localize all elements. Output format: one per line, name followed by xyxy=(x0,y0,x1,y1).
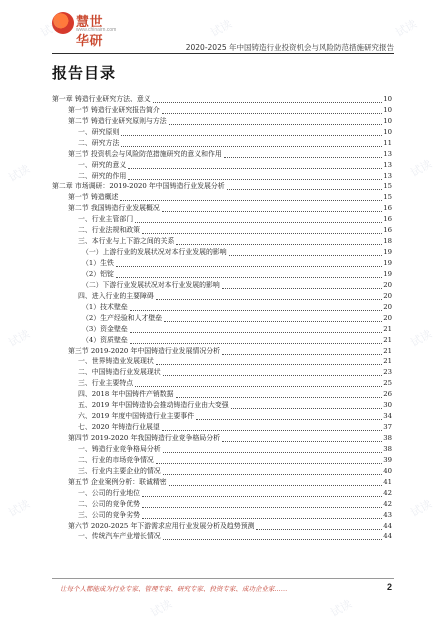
toc-entry-label: 一、研究原则 xyxy=(78,127,120,136)
toc-dot-leader xyxy=(142,496,382,497)
toc-entry[interactable] xyxy=(52,225,392,236)
toc-dot-leader xyxy=(121,146,382,147)
toc-entry[interactable] xyxy=(52,280,392,291)
toc-entry-label: 第三节 投资机会与风险防范措施研究的意义和作用 xyxy=(68,149,222,158)
toc-entry-page: 38 xyxy=(383,434,392,443)
toc-entry[interactable] xyxy=(52,291,392,302)
page-header xyxy=(0,0,440,64)
toc-entry-label: 三、本行业与上下游之间的关系 xyxy=(78,237,175,246)
toc-entry-label: 第四节 2019-2020 年我国铸造行业竞争格局分析 xyxy=(68,434,221,443)
page-title: 报告目录 xyxy=(52,64,117,82)
toc-entry[interactable] xyxy=(52,116,392,127)
toc-entry[interactable] xyxy=(52,105,392,116)
toc-entry[interactable] xyxy=(52,477,392,488)
toc-dot-leader xyxy=(121,135,382,136)
toc-entry-label: 二、研究的作用 xyxy=(78,171,127,180)
toc-entry[interactable] xyxy=(52,94,392,105)
toc-entry-label: （2）铝锭 xyxy=(82,269,114,278)
logo-url: www.chinairn.com xyxy=(76,27,117,33)
toc-entry-page: 10 xyxy=(383,116,392,125)
toc-dot-leader xyxy=(162,211,382,212)
toc-entry[interactable] xyxy=(52,236,392,247)
toc-dot-leader xyxy=(163,539,383,540)
toc-dot-leader xyxy=(142,518,382,519)
toc-entry-label: 第二节 铸造行业研究原则与方法 xyxy=(68,116,167,125)
toc-entry-page: 13 xyxy=(383,160,392,169)
toc-dot-leader xyxy=(224,157,382,158)
toc-entry-page: 30 xyxy=(383,401,392,410)
toc-dot-leader xyxy=(163,452,383,453)
header-divider xyxy=(52,53,394,54)
toc-entry-label: 一、公司的行业地位 xyxy=(78,488,141,497)
toc-dot-leader xyxy=(128,179,382,180)
watermark: 试读 xyxy=(408,497,435,520)
toc-entry-page: 26 xyxy=(383,390,392,399)
toc-dot-leader xyxy=(116,277,382,278)
toc-entry-page: 23 xyxy=(383,368,392,377)
toc-dot-leader xyxy=(256,529,382,530)
toc-dot-leader xyxy=(162,430,382,431)
toc-entry-page: 44 xyxy=(383,521,392,530)
toc-dot-leader xyxy=(156,364,382,365)
toc-entry-label: 二、公司的竞争优势 xyxy=(78,499,141,508)
toc-entry-label: （二）下游行业发展状况对本行业发展的影响 xyxy=(82,280,220,289)
toc-dot-leader xyxy=(116,266,382,267)
toc-entry-page: 19 xyxy=(383,248,392,257)
toc-dot-leader xyxy=(163,474,383,475)
toc-dot-leader xyxy=(142,507,382,508)
toc-entry-label: （1）生铁 xyxy=(82,259,114,268)
toc-entry-page: 19 xyxy=(383,269,392,278)
toc-dot-leader xyxy=(130,332,382,333)
toc-dot-leader xyxy=(153,102,383,103)
toc-dot-leader xyxy=(169,485,383,486)
company-logo xyxy=(52,10,117,48)
toc-entry-page: 44 xyxy=(383,532,392,541)
toc-entry-page: 38 xyxy=(383,444,392,453)
toc-entry-page: 39 xyxy=(383,455,392,464)
toc-entry-label: 四、2018 年中国铸件产销数据 xyxy=(78,390,174,399)
toc-entry-label: （2）生产经验和人才壁垒 xyxy=(82,313,163,322)
toc-entry-page: 25 xyxy=(383,379,392,388)
toc-dot-leader xyxy=(135,222,382,223)
toc-dot-leader xyxy=(142,233,382,234)
toc-entry[interactable] xyxy=(52,422,392,433)
toc-entry[interactable] xyxy=(52,466,392,477)
toc-entry-page: 21 xyxy=(383,357,392,366)
footer-divider xyxy=(52,578,394,579)
toc-entry-page: 15 xyxy=(383,193,392,202)
toc-entry-page: 20 xyxy=(383,313,392,322)
toc-entry-label: 二、中国铸造行业发展现状 xyxy=(78,368,161,377)
toc-entry-label: 三、行业内主要企业的情况 xyxy=(78,466,161,475)
toc-entry-page: 20 xyxy=(383,280,392,289)
toc-entry-label: （4）资质壁垒 xyxy=(82,335,128,344)
toc-entry-label: 一、铸造行业竞争格局分析 xyxy=(78,444,161,453)
toc-entry-page: 11 xyxy=(383,138,392,147)
logo-badge-icon xyxy=(52,12,74,34)
toc-entry-label: 七、2020 年铸造行业展望 xyxy=(78,423,160,432)
toc-entry-label: 二、行业的市场竞争情况 xyxy=(78,455,154,464)
toc-entry-page: 10 xyxy=(383,105,392,114)
toc-entry[interactable] xyxy=(52,324,392,335)
toc-entry-page: 19 xyxy=(383,259,392,268)
logo-name: 慧世华研 xyxy=(76,14,104,48)
toc-entry-label: （1）技术壁垒 xyxy=(82,302,128,311)
toc-entry-page: 18 xyxy=(383,237,392,246)
toc-entry-label: 四、进入行业的主要障碍 xyxy=(78,291,154,300)
toc-dot-leader xyxy=(196,419,382,420)
watermark: 试读 xyxy=(6,327,33,350)
toc-dot-leader xyxy=(227,189,383,190)
toc-entry[interactable] xyxy=(52,411,392,422)
toc-entry-label: 第三节 2019-2020 年中国铸造行业发展情况分析 xyxy=(68,346,221,355)
toc-entry-label: 一、世界铸造业发展现状 xyxy=(78,357,154,366)
toc-entry[interactable] xyxy=(52,357,392,368)
toc-entry-page: 42 xyxy=(383,488,392,497)
toc-entry-label: 三、行业主要特点 xyxy=(78,379,134,388)
toc-entry-label: 第六节 2020-2025 年下游需求应用行业发展分析及趋势预测 xyxy=(68,521,255,530)
toc-dot-leader xyxy=(169,124,383,125)
toc-entry-label: 第二节 我国铸造行业发展概况 xyxy=(68,204,160,213)
toc-entry[interactable] xyxy=(52,192,392,203)
toc-entry-page: 43 xyxy=(383,510,392,519)
table-of-contents xyxy=(52,94,392,542)
toc-dot-leader xyxy=(156,463,382,464)
watermark: 试读 xyxy=(208,17,235,40)
toc-entry-label: （3）资金壁垒 xyxy=(82,324,128,333)
toc-dot-leader xyxy=(222,288,382,289)
toc-dot-leader xyxy=(231,408,383,409)
toc-entry-label: 第一节 铸造行业研究报告简介 xyxy=(68,105,160,114)
toc-entry[interactable] xyxy=(52,488,392,499)
toc-dot-leader xyxy=(120,200,382,201)
toc-entry-page: 15 xyxy=(383,182,392,191)
toc-entry[interactable] xyxy=(52,532,392,543)
toc-entry[interactable] xyxy=(52,367,392,378)
toc-entry[interactable] xyxy=(52,138,392,149)
toc-dot-leader xyxy=(130,310,382,311)
toc-entry-page: 20 xyxy=(383,302,392,311)
toc-entry[interactable] xyxy=(52,389,392,400)
page-number: 2 xyxy=(386,582,392,592)
toc-entry-label: 二、行业法规和政策 xyxy=(78,226,141,235)
watermark: 试读 xyxy=(6,497,33,520)
toc-entry-page: 16 xyxy=(383,204,392,213)
toc-entry[interactable] xyxy=(52,149,392,160)
toc-entry[interactable] xyxy=(52,510,392,521)
toc-entry-page: 41 xyxy=(383,477,392,486)
toc-entry-label: 第一节 铸造概述 xyxy=(68,193,119,202)
watermark: 试读 xyxy=(38,17,65,40)
watermark: 试读 xyxy=(408,327,435,350)
document-title: 2020-2025 年中国铸造行业投资机会与风险防范措施研究报告 xyxy=(185,43,394,52)
toc-entry-page: 40 xyxy=(383,466,392,475)
watermark: 试读 xyxy=(328,597,355,620)
toc-entry[interactable] xyxy=(52,346,392,357)
toc-entry[interactable] xyxy=(52,313,392,324)
toc-entry-label: 五、2019 年中国铸造协会推动铸造行业由大变强 xyxy=(78,401,229,410)
toc-entry[interactable] xyxy=(52,258,392,269)
toc-entry-page: 13 xyxy=(383,149,392,158)
toc-dot-leader xyxy=(176,244,382,245)
watermark: 试读 xyxy=(408,157,435,180)
toc-entry[interactable] xyxy=(52,521,392,532)
toc-dot-leader xyxy=(135,386,382,387)
toc-entry-page: 42 xyxy=(383,499,392,508)
toc-entry[interactable] xyxy=(52,203,392,214)
toc-entry-label: （一）上游行业的发展状况对本行业发展的影响 xyxy=(82,248,227,257)
toc-entry-page: 21 xyxy=(383,324,392,333)
watermark: 试读 xyxy=(393,17,420,40)
toc-entry-label: 三、公司的竞争劣势 xyxy=(78,510,141,519)
toc-entry-page: 21 xyxy=(383,335,392,344)
toc-dot-leader xyxy=(163,375,383,376)
toc-entry-page: 10 xyxy=(383,127,392,136)
toc-dot-leader xyxy=(222,441,382,442)
toc-entry-label: 一、研究的意义 xyxy=(78,160,127,169)
toc-entry-page: 34 xyxy=(383,412,392,421)
toc-entry-page: 13 xyxy=(383,171,392,180)
toc-dot-leader xyxy=(156,299,382,300)
toc-entry-label: 一、行业主管部门 xyxy=(78,215,134,224)
toc-entry-page: 10 xyxy=(383,94,392,103)
toc-dot-leader xyxy=(130,343,382,344)
toc-entry-page: 21 xyxy=(383,346,392,355)
toc-entry[interactable] xyxy=(52,455,392,466)
toc-entry[interactable] xyxy=(52,302,392,313)
toc-entry[interactable] xyxy=(52,400,392,411)
toc-entry-page: 16 xyxy=(383,226,392,235)
toc-entry[interactable] xyxy=(52,182,392,193)
toc-entry[interactable] xyxy=(52,171,392,182)
toc-entry-label: 第二章 市场调研：2019-2020 年中国铸造行业发展分析 xyxy=(52,182,225,191)
toc-dot-leader xyxy=(128,168,382,169)
toc-entry[interactable] xyxy=(52,247,392,258)
toc-entry[interactable] xyxy=(52,160,392,171)
toc-entry-label: 六、2019 年度中国铸造行业主要事件 xyxy=(78,412,195,421)
toc-dot-leader xyxy=(222,354,382,355)
toc-entry-page: 16 xyxy=(383,215,392,224)
watermark: 试读 xyxy=(6,162,33,185)
footer-slogan: 让每个人都能成为行业专家、管理专家、研究专家、投资专家、成功企业家…… xyxy=(60,585,288,593)
toc-entry-label: 第五节 企业案例分析：联诚精密 xyxy=(68,477,167,486)
toc-entry[interactable] xyxy=(52,127,392,138)
toc-dot-leader xyxy=(176,397,383,398)
toc-entry[interactable] xyxy=(52,499,392,510)
toc-entry[interactable] xyxy=(52,335,392,346)
toc-dot-leader xyxy=(164,321,382,322)
toc-dot-leader xyxy=(162,113,382,114)
toc-entry-label: 第一章 铸造行业研究方法、意义 xyxy=(52,94,151,103)
toc-entry[interactable] xyxy=(52,378,392,389)
toc-entry[interactable] xyxy=(52,433,392,444)
toc-entry[interactable] xyxy=(52,214,392,225)
toc-entry-label: 二、研究方法 xyxy=(78,138,120,147)
toc-entry[interactable] xyxy=(52,444,392,455)
toc-dot-leader xyxy=(229,255,383,256)
toc-entry-page: 20 xyxy=(383,291,392,300)
toc-entry-label: 一、传统汽车产业增长情况 xyxy=(78,532,161,541)
toc-entry-page: 37 xyxy=(383,423,392,432)
toc-entry[interactable] xyxy=(52,269,392,280)
watermark: 试读 xyxy=(148,597,175,620)
